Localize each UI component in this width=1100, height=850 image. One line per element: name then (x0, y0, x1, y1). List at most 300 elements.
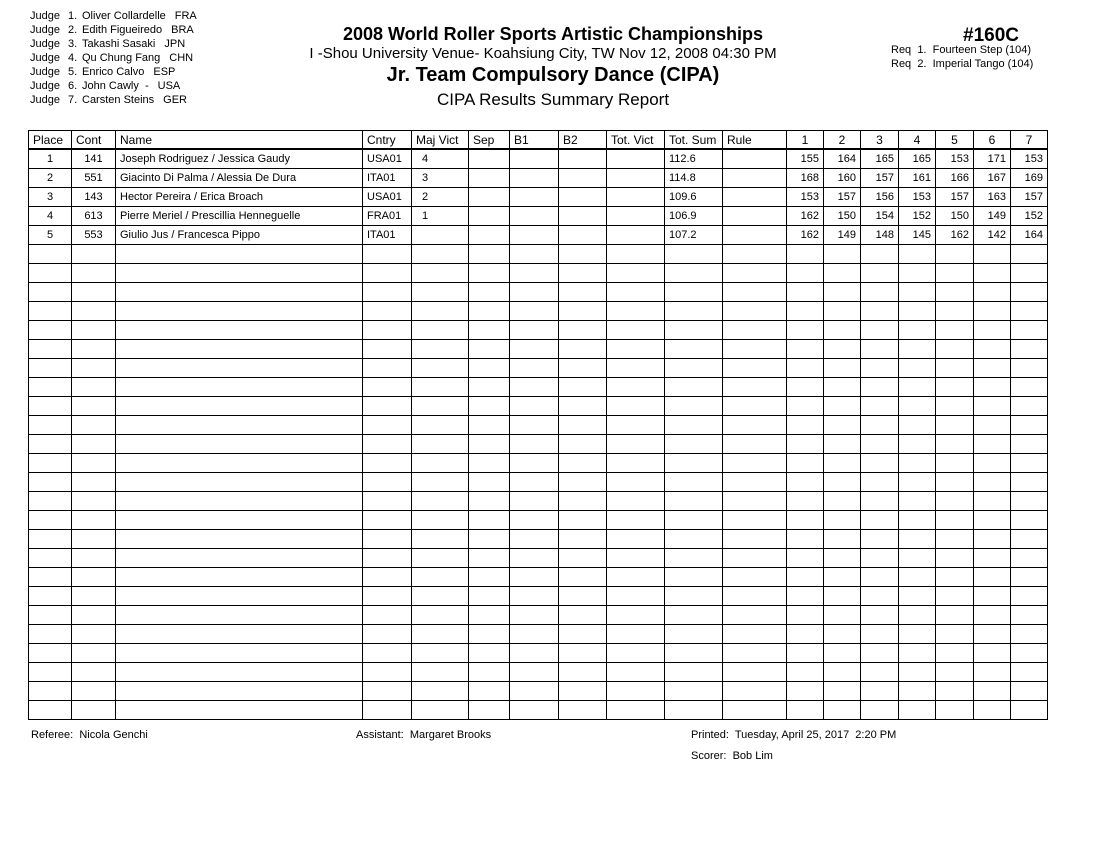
judge-name: Qu Chung Fang (82, 52, 161, 64)
cell-empty (363, 587, 412, 606)
cell-empty (72, 606, 116, 625)
cell-empty (116, 378, 363, 397)
cell-empty (363, 359, 412, 378)
table-row-empty (29, 492, 1048, 511)
cell-empty (607, 416, 665, 435)
cell-empty (72, 302, 116, 321)
cell-empty (607, 302, 665, 321)
judge-country: FRA (174, 10, 197, 22)
judge-country: ESP (153, 66, 176, 78)
cell-empty (665, 663, 723, 682)
venue-line: I -Shou University Venue- Koahsiung City, TW Nov 12, 2008 04:30 PM (309, 45, 777, 62)
cell-judge-score: 171 (974, 149, 1011, 169)
cell-empty (974, 511, 1011, 530)
cell-empty (29, 359, 72, 378)
cell-empty (72, 587, 116, 606)
column-header: Place (29, 131, 72, 150)
cell-empty (1011, 435, 1048, 454)
cell-empty (936, 511, 974, 530)
cell-empty (787, 397, 824, 416)
cell-empty (723, 302, 787, 321)
cell-empty (974, 473, 1011, 492)
cell-cont: 143 (72, 188, 116, 207)
cell-empty (723, 492, 787, 511)
cell-empty (469, 435, 510, 454)
cell-empty (665, 701, 723, 720)
cell-empty (723, 606, 787, 625)
cell-empty (559, 416, 607, 435)
judge-label: Judge (30, 66, 60, 78)
cell-empty (787, 644, 824, 663)
cell-empty (29, 435, 72, 454)
cell-place: 4 (29, 207, 72, 226)
cell-judge-score: 163 (974, 188, 1011, 207)
judge-name: Edith Figueiredo (82, 24, 163, 36)
cell-name: Giacinto Di Palma / Alessia De Dura (116, 169, 363, 188)
judge-number: 7. (68, 94, 78, 106)
table-row-empty (29, 378, 1048, 397)
cell-empty (665, 416, 723, 435)
cell-tot-sum: 114.8 (665, 169, 723, 188)
table-row-empty (29, 454, 1048, 473)
cell-empty (824, 283, 861, 302)
cell-cont: 551 (72, 169, 116, 188)
cell-empty (469, 473, 510, 492)
cell-empty (723, 549, 787, 568)
cell-empty (559, 283, 607, 302)
cell-empty (824, 264, 861, 283)
cell-empty (974, 530, 1011, 549)
cell-empty (861, 435, 899, 454)
cell-empty (469, 359, 510, 378)
judge-row (30, 93, 197, 107)
judge-label: Judge (30, 24, 60, 36)
cell-tot-vict (607, 169, 665, 188)
requirement-number: 2. (917, 58, 927, 70)
cell-empty (559, 321, 607, 340)
cell-empty (936, 416, 974, 435)
cell-name: Pierre Meriel / Prescillia Henneguelle (116, 207, 363, 226)
cell-empty (116, 530, 363, 549)
cell-empty (29, 587, 72, 606)
cell-empty (412, 283, 469, 302)
cell-empty (116, 416, 363, 435)
cell-empty (607, 587, 665, 606)
cell-empty (824, 340, 861, 359)
cell-empty (665, 340, 723, 359)
cell-empty (469, 682, 510, 701)
cell-empty (510, 568, 559, 587)
judge-name: Enrico Calvo (82, 66, 145, 78)
cell-empty (116, 701, 363, 720)
cell-empty (824, 625, 861, 644)
cell-empty (787, 568, 824, 587)
cell-empty (899, 302, 936, 321)
cell-empty (1011, 340, 1048, 359)
cell-judge-score: 160 (824, 169, 861, 188)
cell-empty (899, 625, 936, 644)
cell-empty (363, 530, 412, 549)
cell-empty (723, 530, 787, 549)
cell-empty (899, 321, 936, 340)
cell-empty (559, 663, 607, 682)
cell-cntry: USA01 (363, 149, 412, 169)
cell-tot-sum: 112.6 (665, 149, 723, 169)
cell-judge-score: 148 (861, 226, 899, 245)
cell-empty (607, 340, 665, 359)
cell-empty (1011, 511, 1048, 530)
cell-empty (665, 378, 723, 397)
cell-empty (29, 682, 72, 701)
cell-empty (412, 682, 469, 701)
judge-row (30, 37, 197, 51)
cell-empty (116, 549, 363, 568)
cell-empty (412, 663, 469, 682)
cell-empty (861, 587, 899, 606)
cell-empty (72, 340, 116, 359)
cell-empty (510, 492, 559, 511)
cell-empty (559, 264, 607, 283)
cell-empty (29, 625, 72, 644)
cell-empty (510, 454, 559, 473)
cell-empty (899, 378, 936, 397)
cell-b2 (559, 149, 607, 169)
cell-empty (723, 682, 787, 701)
cell-empty (723, 340, 787, 359)
cell-judge-score: 157 (936, 188, 974, 207)
cell-empty (559, 473, 607, 492)
cell-empty (559, 302, 607, 321)
cell-cont: 553 (72, 226, 116, 245)
cell-empty (899, 492, 936, 511)
cell-empty (469, 397, 510, 416)
cell-empty (861, 264, 899, 283)
cell-empty (363, 435, 412, 454)
cell-empty (787, 283, 824, 302)
cell-empty (723, 321, 787, 340)
cell-empty (936, 644, 974, 663)
cell-judge-score: 152 (1011, 207, 1048, 226)
cell-maj-vict: 4 (412, 149, 469, 169)
cell-empty (861, 321, 899, 340)
cell-empty (412, 302, 469, 321)
table-row-empty (29, 435, 1048, 454)
cell-empty (510, 435, 559, 454)
cell-empty (824, 435, 861, 454)
cell-empty (607, 397, 665, 416)
cell-empty (723, 701, 787, 720)
cell-empty (72, 283, 116, 302)
cell-empty (510, 302, 559, 321)
cell-empty (363, 283, 412, 302)
cell-empty (936, 606, 974, 625)
cell-empty (1011, 397, 1048, 416)
cell-empty (510, 549, 559, 568)
cell-empty (412, 644, 469, 663)
judge-row (30, 65, 197, 79)
cell-empty (72, 416, 116, 435)
cell-empty (607, 625, 665, 644)
cell-empty (412, 378, 469, 397)
cell-empty (861, 644, 899, 663)
table-row-empty (29, 416, 1048, 435)
table-row-empty (29, 663, 1048, 682)
cell-empty (665, 549, 723, 568)
cell-place: 2 (29, 169, 72, 188)
cell-empty (469, 340, 510, 359)
cell-empty (665, 625, 723, 644)
cell-empty (974, 302, 1011, 321)
cell-empty (29, 302, 72, 321)
cell-empty (116, 663, 363, 682)
cell-empty (1011, 302, 1048, 321)
cell-empty (974, 625, 1011, 644)
cell-empty (787, 492, 824, 511)
cell-empty (974, 568, 1011, 587)
cell-b2 (559, 169, 607, 188)
table-row-empty (29, 511, 1048, 530)
cell-empty (72, 568, 116, 587)
cell-empty (607, 321, 665, 340)
column-header: Cntry (363, 131, 412, 150)
cell-empty (510, 511, 559, 530)
cell-empty (723, 435, 787, 454)
cell-empty (72, 625, 116, 644)
cell-empty (412, 340, 469, 359)
cell-rule (723, 149, 787, 169)
cell-empty (936, 264, 974, 283)
cell-empty (824, 587, 861, 606)
cell-empty (469, 245, 510, 264)
cell-empty (861, 454, 899, 473)
cell-judge-score: 145 (899, 226, 936, 245)
cell-empty (974, 663, 1011, 682)
column-header: 1 (787, 131, 824, 150)
column-header: Sep (469, 131, 510, 150)
cell-judge-score: 164 (1011, 226, 1048, 245)
cell-empty (363, 340, 412, 359)
printed-value: Tuesday, April 25, 2017 2:20 PM (734, 729, 897, 741)
cell-sep (469, 169, 510, 188)
cell-empty (665, 245, 723, 264)
cell-empty (723, 397, 787, 416)
cell-empty (861, 245, 899, 264)
cell-empty (469, 568, 510, 587)
cell-empty (116, 492, 363, 511)
cell-judge-score: 154 (861, 207, 899, 226)
cell-empty (363, 473, 412, 492)
cell-empty (72, 644, 116, 663)
cell-tot-sum: 107.2 (665, 226, 723, 245)
judge-number: 6. (68, 80, 78, 92)
cell-b1 (510, 226, 559, 245)
cell-empty (116, 283, 363, 302)
cell-empty (824, 321, 861, 340)
cell-empty (116, 321, 363, 340)
cell-empty (861, 606, 899, 625)
cell-empty (607, 454, 665, 473)
cell-judge-score: 166 (936, 169, 974, 188)
judge-country: CHN (169, 52, 194, 64)
cell-empty (363, 397, 412, 416)
cell-empty (787, 416, 824, 435)
table-row-empty (29, 625, 1048, 644)
cell-empty (787, 473, 824, 492)
cell-empty (559, 682, 607, 701)
cell-empty (29, 663, 72, 682)
cell-empty (116, 587, 363, 606)
judge-country: BRA (171, 24, 194, 36)
cell-empty (469, 644, 510, 663)
cell-empty (363, 511, 412, 530)
cell-empty (29, 416, 72, 435)
cell-empty (72, 511, 116, 530)
cell-empty (559, 378, 607, 397)
cell-empty (29, 264, 72, 283)
cell-empty (412, 435, 469, 454)
cell-empty (824, 416, 861, 435)
cell-empty (607, 492, 665, 511)
cell-empty (861, 682, 899, 701)
cell-empty (1011, 682, 1048, 701)
cell-empty (723, 511, 787, 530)
table-row-empty (29, 644, 1048, 663)
cell-empty (824, 473, 861, 492)
table-row-empty (29, 245, 1048, 264)
cell-empty (787, 549, 824, 568)
cell-empty (559, 625, 607, 644)
cell-empty (29, 511, 72, 530)
cell-empty (665, 321, 723, 340)
cell-cntry: USA01 (363, 188, 412, 207)
cell-judge-score: 164 (824, 149, 861, 169)
cell-rule (723, 169, 787, 188)
cell-empty (936, 454, 974, 473)
cell-empty (936, 321, 974, 340)
cell-empty (29, 321, 72, 340)
cell-empty (469, 321, 510, 340)
cell-empty (723, 663, 787, 682)
column-header: Maj Vict (412, 131, 469, 150)
cell-tot-sum: 106.9 (665, 207, 723, 226)
cell-empty (1011, 701, 1048, 720)
cell-b1 (510, 207, 559, 226)
cell-empty (363, 549, 412, 568)
judge-name: Takashi Sasaki (82, 38, 156, 50)
judge-name: Oliver Collardelle (82, 10, 166, 22)
cell-empty (469, 663, 510, 682)
cell-empty (559, 549, 607, 568)
cell-empty (510, 587, 559, 606)
cell-empty (412, 587, 469, 606)
cell-empty (607, 359, 665, 378)
cell-tot-vict (607, 149, 665, 169)
cell-empty (723, 454, 787, 473)
cell-judge-score: 149 (824, 226, 861, 245)
referee-line (31, 729, 148, 741)
column-header: 4 (899, 131, 936, 150)
cell-empty (72, 264, 116, 283)
cell-empty (824, 701, 861, 720)
cell-empty (861, 701, 899, 720)
cell-judge-score: 168 (787, 169, 824, 188)
event-number: #160C (963, 25, 1019, 46)
cell-empty (363, 682, 412, 701)
cell-sep (469, 207, 510, 226)
cell-empty (974, 587, 1011, 606)
cell-empty (607, 378, 665, 397)
cell-empty (899, 454, 936, 473)
cell-empty (510, 530, 559, 549)
column-header: Rule (723, 131, 787, 150)
cell-empty (1011, 378, 1048, 397)
column-header: 7 (1011, 131, 1048, 150)
cell-empty (412, 359, 469, 378)
cell-empty (936, 473, 974, 492)
cell-empty (607, 549, 665, 568)
cell-empty (974, 682, 1011, 701)
cell-sep (469, 226, 510, 245)
cell-empty (723, 473, 787, 492)
cell-empty (899, 416, 936, 435)
cell-empty (824, 663, 861, 682)
cell-empty (363, 625, 412, 644)
cell-empty (861, 530, 899, 549)
cell-empty (412, 701, 469, 720)
printed-label: Printed: (691, 729, 729, 741)
cell-empty (861, 549, 899, 568)
cell-empty (787, 530, 824, 549)
cell-empty (510, 644, 559, 663)
cell-empty (787, 701, 824, 720)
results-table (28, 130, 1048, 720)
cell-empty (607, 568, 665, 587)
cell-empty (899, 568, 936, 587)
cell-judge-score: 153 (936, 149, 974, 169)
cell-empty (824, 682, 861, 701)
printed-line (691, 729, 896, 741)
assistant-label: Assistant: (356, 729, 404, 741)
cell-judge-score: 150 (824, 207, 861, 226)
cell-empty (559, 587, 607, 606)
cell-empty (936, 625, 974, 644)
requirement-label: Req (891, 44, 912, 56)
table-row-empty (29, 397, 1048, 416)
cell-empty (824, 568, 861, 587)
requirement-name: Fourteen Step (104) (932, 44, 1032, 56)
cell-empty (824, 644, 861, 663)
cell-empty (607, 606, 665, 625)
cell-empty (723, 283, 787, 302)
cell-empty (29, 530, 72, 549)
cell-empty (665, 682, 723, 701)
cell-empty (1011, 264, 1048, 283)
cell-b2 (559, 188, 607, 207)
cell-empty (665, 644, 723, 663)
judge-number: 5. (68, 66, 78, 78)
cell-cont: 141 (72, 149, 116, 169)
judge-row (30, 23, 197, 37)
cell-empty (974, 549, 1011, 568)
requirement-row (891, 43, 1033, 57)
cell-empty (936, 549, 974, 568)
cell-empty (824, 549, 861, 568)
cell-empty (1011, 644, 1048, 663)
cell-empty (72, 473, 116, 492)
judge-number: 1. (68, 10, 78, 22)
cell-empty (607, 473, 665, 492)
cell-empty (824, 530, 861, 549)
